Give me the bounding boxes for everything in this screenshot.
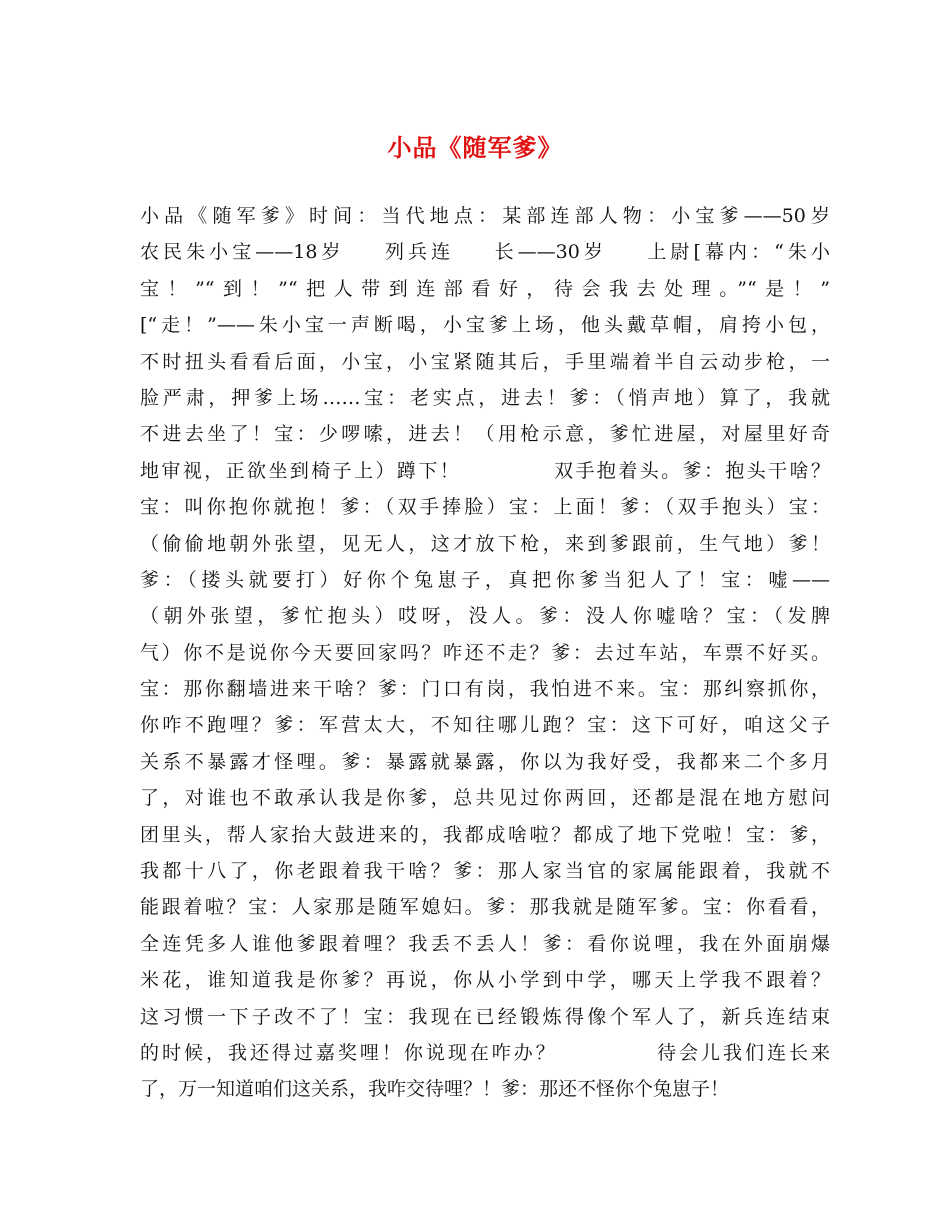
- body-line: 了，对谁也不敢承认我是你爹，总共见过你两回，还都是混在地方慰问: [140, 787, 830, 810]
- body-line: 我都十八了，你老跟着我干啥？爹：那人家当官的家属能跟着，我就不: [140, 860, 830, 883]
- body-line: 脸严肃，押爹上场……宝：老实点，进去！爹：（悄声地）算了，我就: [140, 386, 830, 409]
- body-line: 了，万一知道咱们这关系，我咋交待哩？！爹：那还不怪你个兔崽子！: [140, 1078, 730, 1101]
- body-line: 宝：叫你抱你就抱！爹：（双手捧脸）宝：上面！爹：（双手抱头）宝：: [140, 496, 830, 519]
- body-line: 这习惯一下子改不了！宝：我现在已经锻炼得像个军人了，新兵连结束: [140, 1005, 830, 1028]
- document-title: 小品《随军爹》: [387, 133, 563, 162]
- body-line: 能跟着啦？宝：人家那是随军媳妇。爹：那我就是随军爹。宝：你看看，: [140, 896, 830, 919]
- body-line: （朝外张望，爹忙抱头）哎呀，没人。爹：没人你嘘啥？宝：（发脾: [140, 605, 830, 628]
- body-line: 不时扭头看看后面，小宝，小宝紧随其后，手里端着半自云动步枪，一: [140, 350, 830, 373]
- body-line: 爹：（搂头就要打）好你个兔崽子，真把你爹当犯人了！宝：嘘——: [140, 568, 830, 591]
- body-line: 小品《随军爹》时间：当代地点：某部连部人物：小宝爹——50岁: [140, 205, 830, 227]
- body-line: [“走！”——朱小宝一声断喝，小宝爹上场，他头戴草帽，肩挎小包，: [140, 314, 830, 337]
- document-body: [140, 198, 830, 1108]
- body-line: 全连凭多人谁他爹跟着哩？我丢不丢人！爹：看你说哩，我在外面崩爆: [140, 932, 830, 955]
- body-line: 地审视，正欲坐到椅子上）蹲下！ 双手抱着头。爹：抱头干啥？: [140, 459, 830, 482]
- body-line: （偷偷地朝外张望，见无人，这才放下枪，来到爹跟前，生气地）爹！: [140, 532, 830, 555]
- body-line: 的时候，我还得过嘉奖哩！你说现在咋办？ 待会儿我们连长来: [140, 1041, 830, 1064]
- body-line: 气）你不是说你今天要回家吗？咋还不走？爹：去过车站，车票不好买。: [140, 641, 830, 664]
- body-line: 农民朱小宝——18岁 列兵连 长——30岁 上尉[幕内：“朱小: [140, 241, 830, 264]
- body-line: 关系不暴露才怪哩。爹：暴露就暴露，你以为我好受，我都来二个多月: [140, 750, 830, 773]
- body-line: 团里头，帮人家抬大鼓进来的，我都成啥啦？都成了地下党啦！宝：爹，: [140, 823, 830, 846]
- body-line: 宝！”“到！”“把人带到连部看好，待会我去处理。”“是！”: [140, 277, 830, 300]
- body-line: 宝：那你翻墙进来干啥？爹：门口有岗，我怕进不来。宝：那纠察抓你，: [140, 678, 830, 701]
- body-line: 米花，谁知道我是你爹？再说，你从小学到中学，哪天上学我不跟着？: [140, 969, 830, 992]
- body-line: 你咋不跑哩？爹：军营太大，不知往哪儿跑？宝：这下可好，咱这父子: [140, 714, 830, 737]
- body-line: 不进去坐了！宝：少啰嗦，进去！（用枪示意，爹忙进屋，对屋里好奇: [140, 423, 830, 446]
